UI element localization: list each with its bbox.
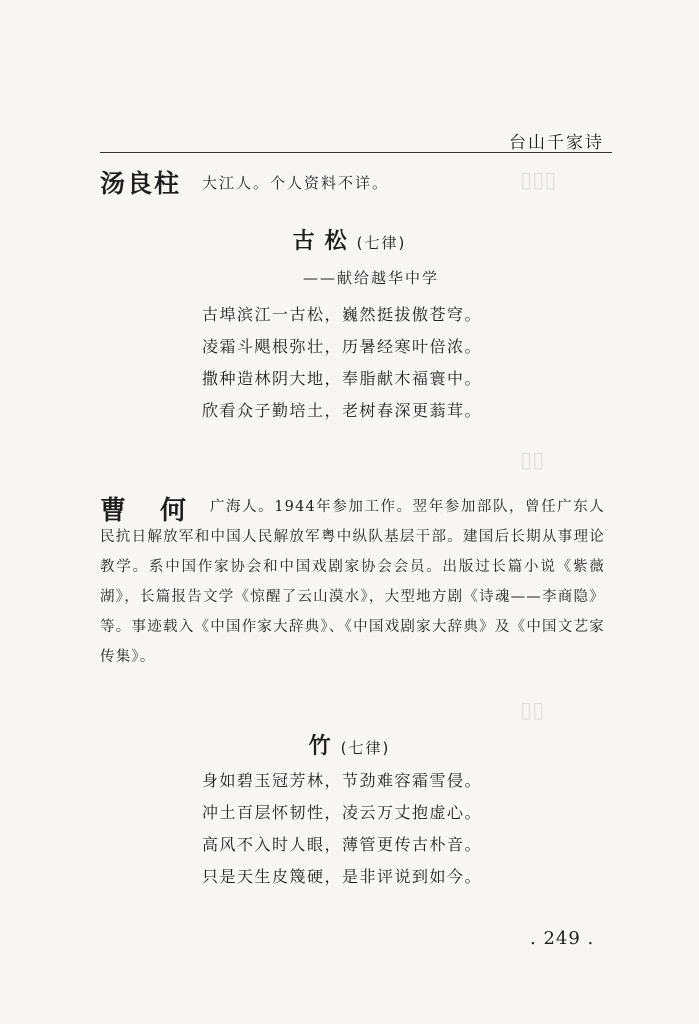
header-title: 台山千家诗 [509, 133, 604, 153]
poem-line: 撒种造林阴大地，奉脂献木福寰中。 [202, 369, 483, 388]
poem-line: 古埠滨江一古松，巍然挺拔傲苍穹。 [202, 305, 483, 324]
poem-form: (七律) [340, 739, 391, 757]
poem-title [0, 729, 699, 760]
poem-line: 欣看众子勤培土，老树春深更蓊茸。 [202, 401, 483, 420]
author-bio: 广海人。1944年参加工作。翌年参加部队，曾任广东人民抗日解放军和中国人民解放军粤中纵队基层干部。建国后长期从事理论教学。系中国作家协会和中国戏剧家协会会员。出版过长篇小说《紫薇湖》，长篇报告文学《惊醒了云山漠水》，大型地方剧《诗魂——李商隐》等。事迹载入《中国作家大辞典》、《中国戏剧家大辞典》及《中国文艺家传集》。 [100, 499, 605, 665]
poem-title [0, 224, 699, 255]
bleed-through-shadow: ▯▯▯ [520, 168, 557, 193]
poem-title-text: 古松 [292, 229, 357, 254]
author-name: 汤良柱 [100, 169, 182, 198]
poem-line: 只是天生皮篾硬，是非评说到如今。 [202, 867, 483, 886]
running-header [100, 128, 612, 153]
poem-line: 高风不入时人眼，薄管更传古朴音。 [202, 835, 483, 854]
bleed-through-shadow: ▯▯ [520, 698, 545, 723]
poem-form: (七律) [356, 234, 407, 252]
page-number: . 249 . [530, 928, 595, 949]
poem-line: 凌霜斗飓根弥壮，历暑经寒叶倍浓。 [202, 337, 483, 356]
poem-line: 身如碧玉冠芳林，节劲难容霜雪侵。 [202, 771, 483, 790]
bleed-through-shadow: ▯▯ [520, 448, 545, 473]
poem-title-text: 竹 [308, 734, 341, 759]
poem-dedication: ——献给越华中学 [303, 269, 440, 287]
author-bio: 大江人。个人资料不详。 [202, 174, 390, 192]
poem-line: 冲土百层怀韧性，凌云万丈抱虚心。 [202, 803, 483, 822]
author-name: 曹 何 [100, 496, 191, 526]
